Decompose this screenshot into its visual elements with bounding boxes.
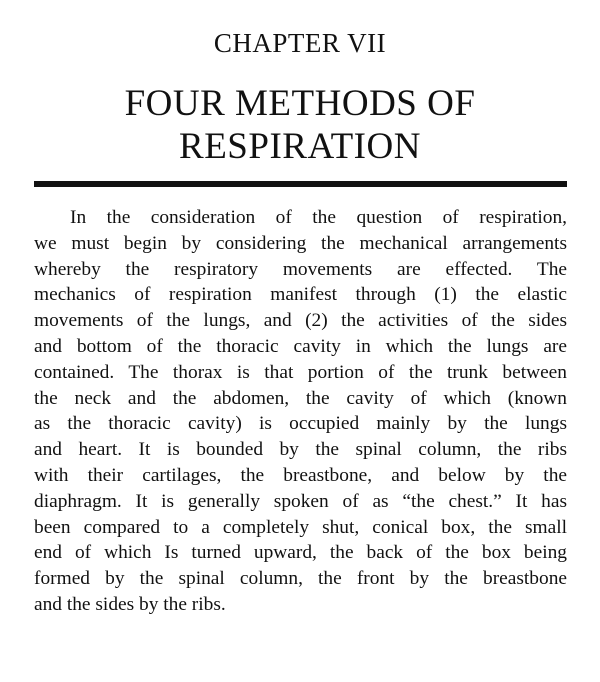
paragraph-line: mechanics of respiration manifest through (1) the elastic <box>34 284 567 306</box>
paragraph-line: In the consideration of the question of respiration, <box>70 207 567 228</box>
chapter-title <box>0 82 600 168</box>
chapter-number: CHAPTER VII <box>213 28 387 58</box>
paragraph-line: diaphragm. It is generally spoken of as “the chest.” It has <box>34 490 567 512</box>
paragraph-line: contained. The thorax is that portion of the trunk between <box>34 361 567 383</box>
chapter-title-line: RESPIRATION <box>179 126 421 167</box>
paragraph-line: movements of the lungs, and (2) the activities of the sides <box>34 310 567 332</box>
paragraph-line: and heart. It is bounded by the spinal column, the ribs <box>34 439 567 461</box>
paragraph-line: with their cartilages, the breastbone, and below by the <box>34 464 567 486</box>
paragraph-line: the neck and the abdomen, the cavity of which (known <box>34 387 567 409</box>
paragraph-line: been compared to a completely shut, conical box, the small <box>34 516 567 538</box>
paragraph-line: whereby the respiratory movements are effected. The <box>34 258 567 280</box>
title-divider-rule <box>34 181 567 187</box>
paragraph-line: as the thoracic cavity) is occupied mainly by the lungs <box>34 413 567 435</box>
paragraph-line: and bottom of the thoracic cavity in which the lungs are <box>34 335 567 357</box>
paragraph-line: end of which Is turned upward, the back of the box being <box>34 542 567 564</box>
body-paragraph <box>34 205 567 618</box>
paragraph-line: formed by the spinal column, the front by the breastbone <box>34 568 567 590</box>
paragraph-line: we must begin by considering the mechanical arrangements <box>34 232 567 254</box>
paragraph-line: and the sides by the ribs. <box>34 593 226 615</box>
chapter-title-line: FOUR METHODS OF <box>124 83 476 124</box>
